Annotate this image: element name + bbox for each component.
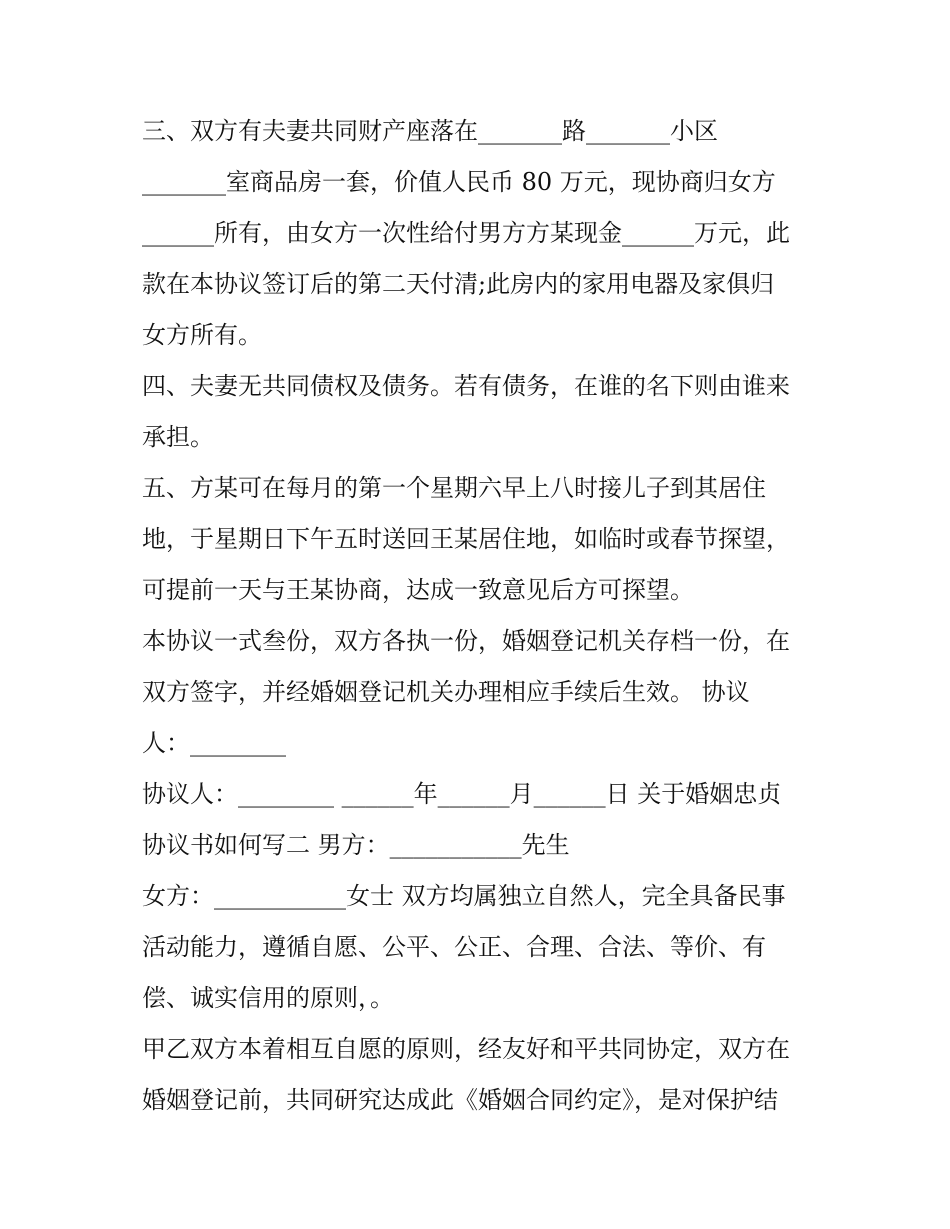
text-line: 甲乙双方本着相互自愿的原则，经友好和平共同协定，双方在 bbox=[142, 1035, 790, 1063]
text-line: 可提前一天与王某协商，达成一致意见后方可探望。 bbox=[142, 576, 694, 604]
text-line: 协议人：________ ______年______月______日 关于婚姻忠贞 bbox=[142, 780, 782, 808]
text-line: _______室商品房一套，价值人民币 80 万元，现协商归女方 bbox=[142, 168, 776, 196]
text-line: 协议书如何写二 男方：___________先生 bbox=[142, 831, 570, 859]
text-line: 偿、诚实信用的原则，。 bbox=[142, 984, 394, 1012]
text-line: 女方：___________女士 双方均属独立自然人，完全具备民事 bbox=[142, 882, 786, 910]
text-line: 地，于星期日下午五时送回王某居住地，如临时或春节探望， bbox=[142, 525, 790, 553]
text-line: 女方所有。 bbox=[142, 321, 262, 349]
text-line: 三、双方有夫妻共同财产座落在_______路_______小区 bbox=[142, 117, 718, 145]
text-line: ______所有，由女方一次性给付男方方某现金______万元，此 bbox=[142, 219, 790, 247]
text-line: 五、方某可在每月的第一个星期六早上八时接儿子到其居住 bbox=[142, 474, 766, 502]
text-line: 四、夫妻无共同债权及债务。若有债务，在谁的名下则由谁来 bbox=[142, 372, 790, 400]
document-body bbox=[142, 106, 812, 1126]
text-line: 款在本协议签订后的第二天付清;此房内的家用电器及家俱归 bbox=[142, 270, 775, 298]
text-line: 双方签字，并经婚姻登记机关办理相应手续后生效。 协议 bbox=[142, 678, 750, 706]
text-line: 婚姻登记前，共同研究达成此《婚姻合同约定》，是对保护结 bbox=[142, 1086, 778, 1114]
text-line: 活动能力，遵循自愿、公平、公正、合理、合法、等价、有 bbox=[142, 933, 766, 961]
text-line: 承担。 bbox=[142, 423, 214, 451]
text-line: 本协议一式叁份，双方各执一份，婚姻登记机关存档一份，在 bbox=[142, 627, 790, 655]
text-line: 人：________ bbox=[142, 729, 286, 757]
